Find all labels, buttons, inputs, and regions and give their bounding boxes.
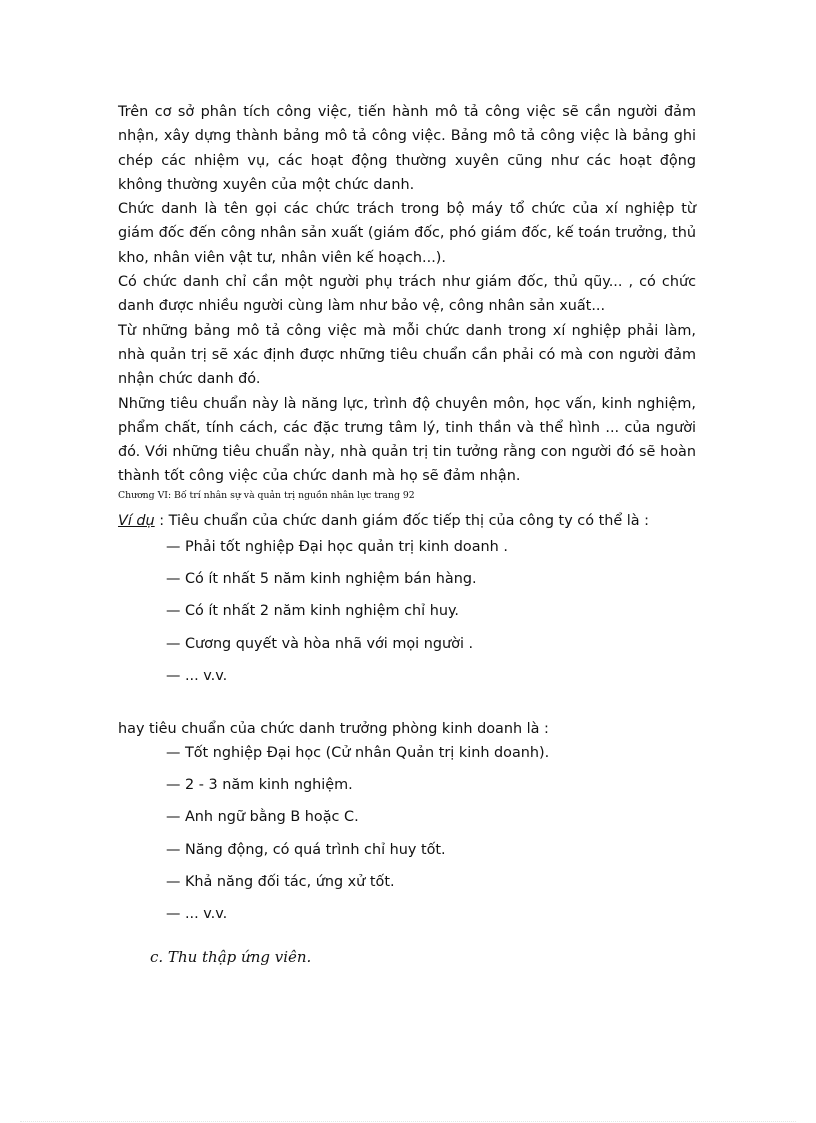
criteria-list-marketing-director xyxy=(166,535,726,696)
paragraph: Trên cơ sở phân tích công việc, tiến hành mô tả công việc sẽ cần người đảm nhận, xây dựng thành bảng mô tả công việc. Bảng mô tả công việc là bảng ghi chép các nhiệm vụ, các hoạt động thường xuyên cũng như các hoạt động không thường xuyên của một chức danh. xyxy=(118,104,696,193)
example-label: Ví dụ xyxy=(118,513,155,529)
list-item: — ... v.v. xyxy=(166,905,228,922)
example2-intro: hay tiêu chuẩn của chức danh trưởng phòng kinh doanh là : xyxy=(118,721,549,737)
page-bottom-divider xyxy=(20,1121,796,1122)
list-item: — ... v.v. xyxy=(166,667,228,684)
section-heading: c. Thu thập ứng viên. xyxy=(150,948,312,966)
paragraph: Có chức danh chỉ cần một người phụ trách như giám đốc, thủ qũy... , có chức danh được nhiều người cùng làm như bảo vệ, công nhân sản xuất... xyxy=(118,274,696,315)
list-item: — Cương quyết và hòa nhã với mọi người . xyxy=(166,635,474,652)
list-item: — 2 - 3 năm kinh nghiệm. xyxy=(166,777,353,794)
list-item: — Khả năng đối tác, ứng xử tốt. xyxy=(166,873,395,890)
list-item: — Anh ngữ bằng B hoặc C. xyxy=(166,809,359,826)
footnote-chapter-ref: Chương VI: Bố trí nhân sự và quản trị nguồn nhân lực trang 92 xyxy=(118,490,415,501)
criteria-list-sales-manager xyxy=(166,741,726,934)
list-item: — Phải tốt nghiệp Đại học quản trị kinh doanh . xyxy=(166,539,508,555)
list-item: — Năng động, có quá trình chỉ huy tốt. xyxy=(166,841,446,858)
paragraph: Những tiêu chuẩn này là năng lực, trình độ chuyên môn, học vấn, kinh nghiệm, phẩm chất, tính cách, các đặc trưng tâm lý, tinh thần và thể hình ... của người đó. Với những tiêu chuẩn này, nhà quản trị tin tưởng rằng con người đó sẽ hoàn thành tốt công việc của chức danh mà họ sẽ đảm nhận. xyxy=(118,395,696,485)
example-intro xyxy=(118,509,718,533)
list-item: — Có ít nhất 2 năm kinh nghiệm chỉ huy. xyxy=(166,603,459,620)
list-item: — Có ít nhất 5 năm kinh nghiệm bán hàng. xyxy=(166,571,477,588)
body-text xyxy=(118,100,696,489)
example-intro-text: : Tiêu chuẩn của chức danh giám đốc tiếp thị của công ty có thể là : xyxy=(154,513,650,529)
paragraph: Từ những bảng mô tả công việc mà mỗi chức danh trong xí nghiệp phải làm, nhà quản trị sẽ xác định được những tiêu chuẩn cần phải có mà con người đảm nhận chức danh đó. xyxy=(118,322,696,388)
list-item: — Tốt nghiệp Đại học (Cử nhân Quản trị kinh doanh). xyxy=(166,745,550,761)
paragraph: Chức danh là tên gọi các chức trách trong bộ máy tổ chức của xí nghiệp từ giám đốc đến công nhân sản xuất (giám đốc, phó giám đốc, kế toán trưởng, thủ kho, nhân viên vật tư, nhân viên kế hoạch...). xyxy=(118,201,696,266)
